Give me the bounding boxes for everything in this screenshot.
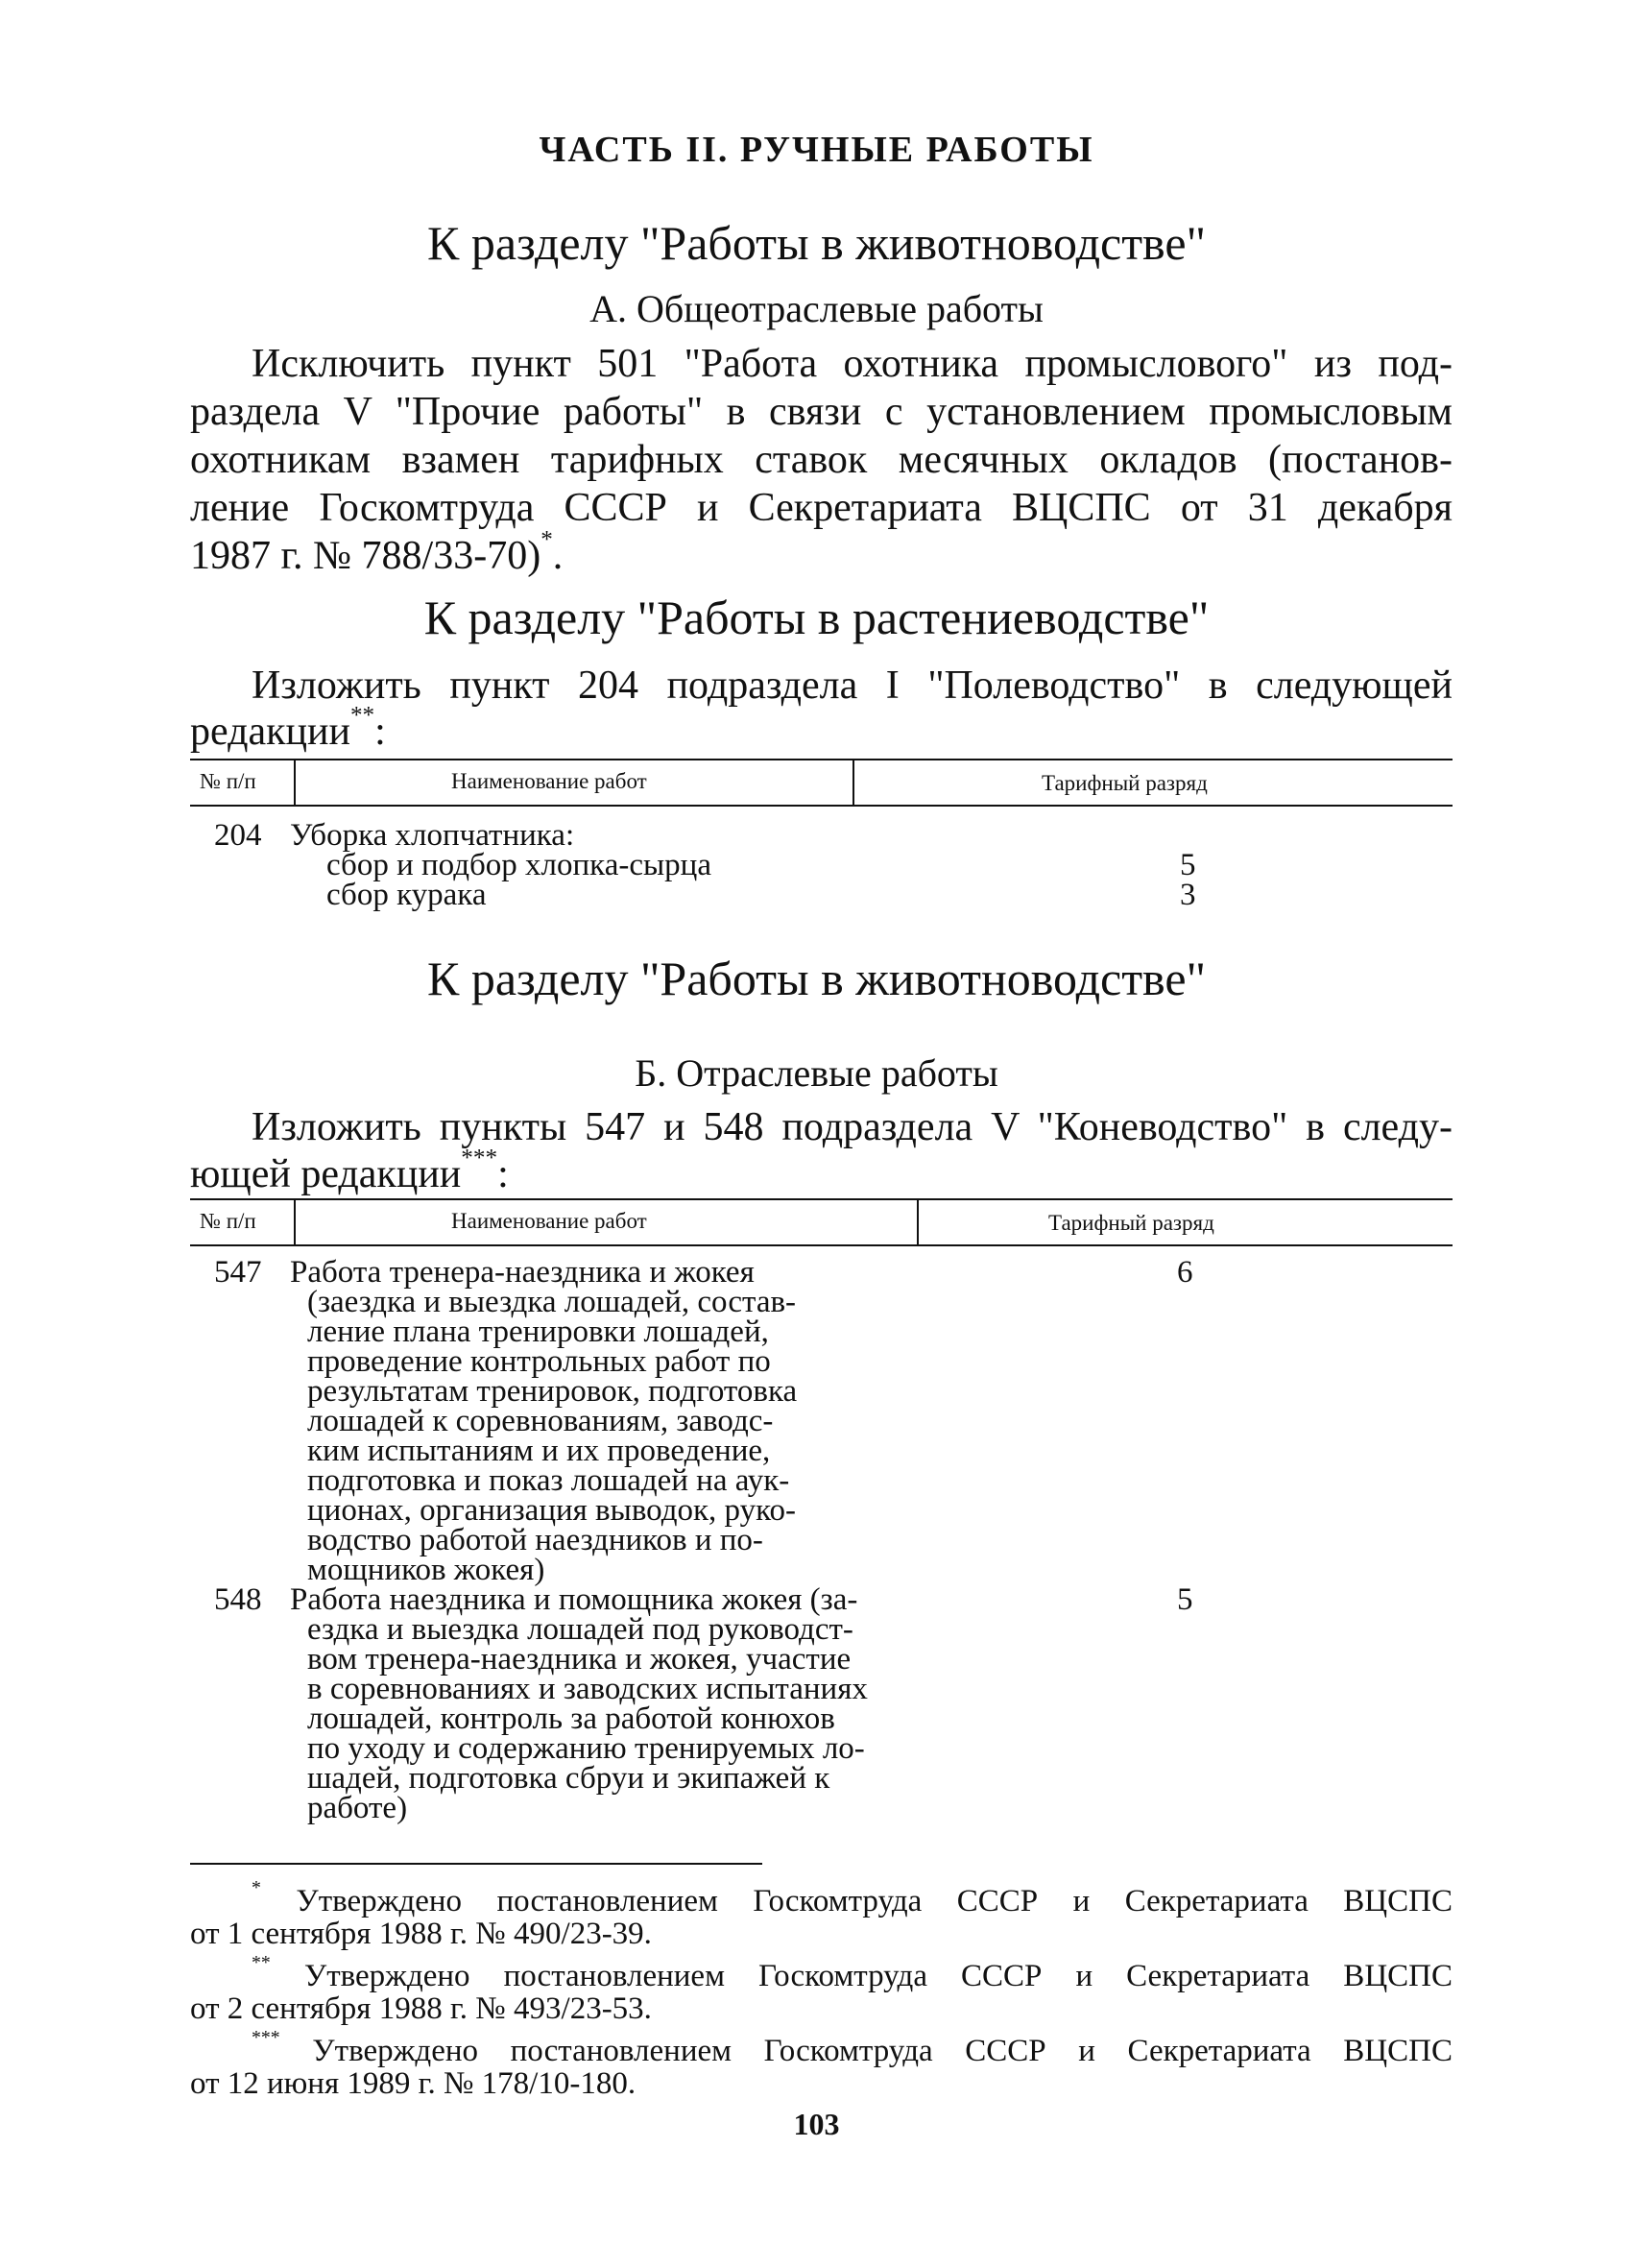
work-name: ездка и выездка лошадей под руководст-	[307, 1612, 853, 1647]
work-name: шадей, подготовка сбруи и экипажей к	[307, 1761, 830, 1796]
work-name: ление плана тренировки лошадей,	[307, 1315, 769, 1349]
work-name: проведение контрольных работ по	[307, 1344, 771, 1379]
page-number: 103	[793, 2107, 840, 2141]
subheading-general-works: А. Общеотраслевые работы	[589, 287, 1044, 330]
table-header-rule	[190, 1244, 1453, 1246]
footnote-separator	[190, 1863, 762, 1865]
table-top-rule	[190, 1198, 1453, 1200]
footnote-ref: **	[349, 702, 375, 729]
footnote-ref: ***	[461, 1145, 498, 1171]
table-header-name: Наименование работ	[451, 1209, 647, 1233]
footnote-mark: ***	[252, 2027, 280, 2049]
subheading-branch-works: Б. Отраслевые работы	[635, 1051, 998, 1095]
work-name: ционах, организация выводок, руко-	[307, 1493, 796, 1528]
work-name: водство работой наездников и по-	[307, 1523, 763, 1557]
footnote-mark: **	[252, 1952, 271, 1974]
paragraph-line: раздела V "Прочие работы" в связи с установлением промысловым	[190, 390, 1453, 434]
work-name: ким испытаниям и их проведение,	[307, 1434, 771, 1468]
section-heading-crop: К разделу "Работы в растениеводстве"	[423, 591, 1210, 644]
row-number: 204	[214, 818, 262, 853]
tariff-grade: 5	[1180, 848, 1196, 882]
work-name: лошадей к соревнованиям, заводс-	[307, 1404, 774, 1438]
table-header-name: Наименование работ	[451, 769, 647, 793]
table-header-num: № п/п	[200, 1209, 256, 1233]
table-header-num: № п/п	[200, 769, 256, 793]
footnote-1: * Утверждено постановлением Госкомтруда СССР и Секретариата ВЦСПС	[252, 1877, 1453, 1918]
paragraph-line: Исключить пункт 501 "Работа охотника промыслового" из под-	[252, 342, 1453, 386]
work-name: мощников жокея)	[307, 1553, 545, 1587]
footnote-ref: *	[540, 526, 553, 553]
footnote-2: ** Утверждено постановлением Госкомтруда СССР и Секретариата ВЦСПС	[252, 1952, 1453, 1993]
work-name: подготовка и показ лошадей на аук-	[307, 1463, 790, 1498]
paragraph-last-line: редакции**:	[190, 702, 386, 754]
paragraph-line: ление Госкомтруда СССР и Секретариата ВЦСПС от 31 декабря	[190, 486, 1453, 530]
table-column-divider	[853, 759, 854, 807]
table-column-divider	[917, 1198, 919, 1246]
footnote-1-line2: от 1 сентября 1988 г. № 490/23-39.	[190, 1917, 652, 1951]
work-name: сбор и подбор хлопка-сырца	[326, 848, 711, 882]
paragraph-last-line: 1987 г. № 788/33-70)*.	[190, 526, 564, 578]
row-number: 548	[214, 1582, 262, 1617]
footnote-3: *** Утверждено постановлением Госкомтруда СССР и Секретариата ВЦСПС	[252, 2027, 1453, 2068]
work-name: результатам тренировок, подготовка	[307, 1374, 798, 1409]
paragraph-last-line: ющей редакции***:	[190, 1145, 509, 1196]
work-name: (заездка и выездка лошадей, состав-	[307, 1285, 797, 1319]
work-name: Уборка хлопчатника:	[290, 818, 575, 853]
paragraph-line: Изложить пункты 547 и 548 подраздела V "Коневодство" в следу-	[252, 1105, 1453, 1149]
table-header-grade: Тарифный разряд	[1042, 771, 1208, 795]
tariff-grade: 5	[1177, 1582, 1193, 1617]
footnote-mark: *	[252, 1877, 261, 1899]
footnote-3-line2: от 12 июня 1989 г. № 178/10-180.	[190, 2066, 636, 2101]
work-name: лошадей, контроль за работой конюхов	[307, 1701, 835, 1736]
section-heading-livestock: К разделу "Работы в животноводстве"	[427, 216, 1206, 270]
part-title: ЧАСТЬ II. РУЧНЫЕ РАБОТЫ	[539, 130, 1094, 170]
paragraph-line: Изложить пункт 204 подраздела I "Полеводство" в следующей	[252, 664, 1453, 708]
tariff-grade: 6	[1177, 1255, 1193, 1290]
work-name: по уходу и содержанию тренируемых ло-	[307, 1731, 865, 1766]
work-name: в соревнованиях и заводских испытаниях	[307, 1672, 868, 1706]
footnote-2-line2: от 2 сентября 1988 г. № 493/23-53.	[190, 1991, 652, 2026]
section-heading-livestock-2: К разделу "Работы в животноводстве"	[427, 952, 1206, 1005]
tariff-grade: 3	[1180, 878, 1196, 912]
work-name: Работа наездника и помощника жокея (за-	[290, 1582, 858, 1617]
table-top-rule	[190, 759, 1453, 760]
work-name: вом тренера-наездника и жокея, участие	[307, 1642, 852, 1677]
table-header-rule	[190, 805, 1453, 807]
row-number: 547	[214, 1255, 262, 1290]
work-name: сбор курака	[326, 878, 487, 912]
table-column-divider	[294, 759, 296, 807]
table-header-grade: Тарифный разряд	[1048, 1211, 1214, 1235]
paragraph-line: охотникам взамен тарифных ставок месячных окладов (постанов-	[190, 438, 1453, 482]
table-column-divider	[294, 1198, 296, 1246]
work-name: Работа тренера-наездника и жокея	[290, 1255, 755, 1290]
work-name: работе)	[307, 1791, 408, 1825]
